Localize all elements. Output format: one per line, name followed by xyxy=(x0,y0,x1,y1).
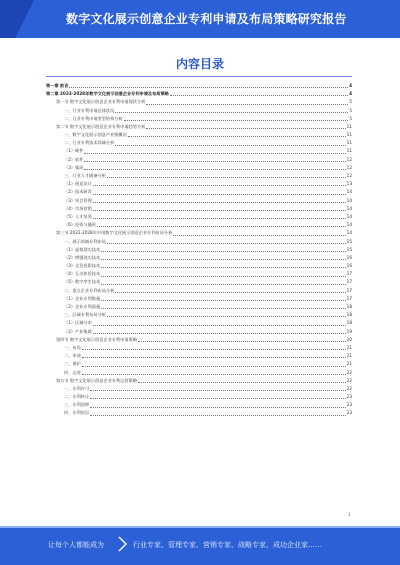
toc-leader-dots xyxy=(107,316,346,317)
toc-page-number: 5 xyxy=(349,99,352,105)
toc-entry-text: 第二章 2023-2028年数字文化展示创意企业专利申请及布局策略 xyxy=(46,91,169,97)
toc-leader-dots xyxy=(115,112,348,113)
toc-row[interactable] xyxy=(46,328,352,336)
toc-leader-dots xyxy=(101,267,345,268)
toc-leader-dots xyxy=(90,415,346,416)
toc-entry-text: （2）企业专利质量 xyxy=(64,304,101,310)
toc-entry-text: 三、区域专利布局分析 xyxy=(64,312,106,318)
toc-page-number: 11 xyxy=(346,140,352,146)
toc-leader-dots xyxy=(82,366,346,367)
toc-row[interactable] xyxy=(46,287,352,295)
toc-row[interactable] xyxy=(46,246,352,254)
toc-row[interactable] xyxy=(46,156,352,164)
report-title: 数字文化展示创意企业专利申请及布局策略研究报告 xyxy=(66,12,347,26)
toc-entry-text: 一、数字文化展示创意产业链概况 xyxy=(64,132,127,138)
toc-entry-text: 第二节 数字文化展示创意企业专利申请趋势分析 xyxy=(56,123,146,129)
toc-page-number: 21 xyxy=(346,353,352,359)
toc-leader-dots xyxy=(101,276,345,277)
toc-leader-dots xyxy=(93,325,346,326)
toc-entry-text: 第三节 2022-2028年中国数字文化展示创意企业专利布局分析 xyxy=(56,230,173,236)
toc-leader-dots xyxy=(138,341,346,342)
toc-entry-text: 第四节 数字文化展示创意企业专利申请策略 xyxy=(56,336,137,342)
toc-entry-text: 三、保护 xyxy=(64,361,81,367)
toc-leader-dots xyxy=(69,87,348,88)
toc-row[interactable] xyxy=(46,229,352,237)
toc-entry-text: 四、运营 xyxy=(64,369,81,375)
toc-leader-dots xyxy=(101,300,345,301)
toc-page-number: 20 xyxy=(346,336,352,342)
toc-entry-text: 二、申请 xyxy=(64,353,81,359)
toc-entry-text: 三、专利质押 xyxy=(64,402,90,408)
toc-page-number: 4 xyxy=(349,82,352,88)
toc-leader-dots xyxy=(93,210,346,211)
toc-entry-text: （6）投资与融资 xyxy=(64,222,96,228)
toc-page-number: 17 xyxy=(346,279,352,285)
toc-page-number: 11 xyxy=(346,132,352,138)
toc-row[interactable] xyxy=(46,401,352,409)
toc-row[interactable] xyxy=(46,139,352,147)
toc-entry-text: （3）集成 xyxy=(64,164,84,170)
toc-entry-text: 四、专利诉讼 xyxy=(64,410,90,416)
toc-page-number: 17 xyxy=(346,295,352,301)
toc-page-number: 23 xyxy=(346,394,352,400)
toc-page-number: 22 xyxy=(346,377,352,383)
toc-leader-dots xyxy=(107,243,346,244)
chevron-right-icon xyxy=(118,536,128,552)
toc-row[interactable] xyxy=(46,213,352,221)
toc-row[interactable] xyxy=(46,410,352,418)
toc-row[interactable] xyxy=(46,82,352,90)
toc-row[interactable] xyxy=(46,254,352,262)
toc-leader-dots xyxy=(173,235,345,236)
toc-row[interactable] xyxy=(46,107,352,115)
toc-row[interactable] xyxy=(46,311,352,319)
toc-page-number: 17 xyxy=(346,287,352,293)
toc-entry-text: 一、专利许可 xyxy=(64,385,90,391)
toc-leader-dots xyxy=(101,308,345,309)
toc-entry-text: 一、展示领域专利布局 xyxy=(64,238,106,244)
toc-leader-dots xyxy=(93,185,346,186)
toc-row[interactable] xyxy=(46,352,352,360)
toc-row[interactable] xyxy=(46,205,352,213)
header-bar xyxy=(0,0,400,38)
toc-entry-text: 二、专利转让 xyxy=(64,394,90,400)
toc-page-number: 22 xyxy=(346,385,352,391)
toc-leader-dots xyxy=(90,390,346,391)
toc-leader-dots xyxy=(115,292,345,293)
toc-page-number: 11 xyxy=(346,123,352,129)
toc-entry-text: 第五节 数字文化展示创意企业专利运营策略 xyxy=(56,377,137,383)
toc-entry-text: 二、行业专利申请类型结构分析 xyxy=(64,115,123,121)
toc-page-number: 14 xyxy=(346,222,352,228)
toc-page-number: 18 xyxy=(346,320,352,326)
toc-page-number: 11 xyxy=(346,148,352,154)
toc-page-number: 12 xyxy=(346,173,352,179)
toc-page-number: 22 xyxy=(346,369,352,375)
toc-page-number: 16 xyxy=(346,263,352,269)
toc-page-number: 23 xyxy=(346,402,352,408)
toc-leader-dots xyxy=(101,259,345,260)
toc-leader-dots xyxy=(101,284,345,285)
toc-page-number: 21 xyxy=(346,361,352,367)
toc-entry-text: （3）项目管理 xyxy=(64,197,92,203)
toc-row[interactable] xyxy=(46,360,352,368)
toc-row[interactable] xyxy=(46,115,352,123)
toc-entry-text: 二、重点企业专利布局分析 xyxy=(64,287,115,293)
toc-page-number: 18 xyxy=(346,304,352,310)
page-marker: 1 xyxy=(348,512,351,517)
toc-leader-dots xyxy=(107,177,346,178)
toc-row[interactable] xyxy=(46,131,352,139)
toc-leader-dots xyxy=(84,169,345,170)
toc-page-number: 14 xyxy=(346,189,352,195)
toc-row[interactable] xyxy=(46,164,352,172)
toc-leader-dots xyxy=(93,218,346,219)
toc-row[interactable] xyxy=(46,279,352,287)
toc-entry-text: （1）企业专利数量 xyxy=(64,295,101,301)
toc-page-number: 4 xyxy=(349,91,352,97)
table-of-contents xyxy=(46,82,352,418)
toc-entry-text: （5）人才培养 xyxy=(64,213,92,219)
toc-leader-dots xyxy=(84,153,345,154)
toc-entry-text: 一、布局 xyxy=(64,344,81,350)
toc-page-number: 12 xyxy=(346,164,352,170)
toc-leader-dots xyxy=(82,349,346,350)
toc-entry-text: 第一章 前言 xyxy=(46,82,69,88)
toc-row[interactable] xyxy=(46,295,352,303)
toc-entry-text: （2）产业集群 xyxy=(64,328,92,334)
toc-entry-text: （5）数字孪生技术 xyxy=(64,279,101,285)
toc-entry-text: （4）市场营销 xyxy=(64,205,92,211)
toc-leader-dots xyxy=(93,194,346,195)
toc-row[interactable] xyxy=(46,270,352,278)
toc-entry-text: 三、行业人才储备分析 xyxy=(64,173,106,179)
toc-page-number: 18 xyxy=(346,312,352,318)
toc-entry-text: （1）虚拟现实技术 xyxy=(64,246,101,252)
toc-page-number: 17 xyxy=(346,271,352,277)
toc-leader-dots xyxy=(138,382,346,383)
toc-leader-dots xyxy=(146,104,348,105)
toc-leader-dots xyxy=(115,145,345,146)
toc-entry-text: （2）技术研发 xyxy=(64,189,92,195)
toc-entry-text: 第一节 数字文化展示创意企业专利申请现状分析 xyxy=(56,99,146,105)
header-accent xyxy=(0,0,34,38)
toc-heading: 内容目录 xyxy=(175,57,224,71)
toc-leader-dots xyxy=(82,374,346,375)
toc-row[interactable] xyxy=(46,336,352,344)
toc-row[interactable] xyxy=(46,303,352,311)
toc-row[interactable] xyxy=(46,369,352,377)
footer-slogan-left: 让每个人都能成为 xyxy=(48,541,104,549)
toc-leader-dots xyxy=(93,333,346,334)
toc-row[interactable] xyxy=(46,172,352,180)
toc-page-number: 14 xyxy=(346,197,352,203)
toc-row[interactable] xyxy=(46,123,352,131)
toc-row[interactable] xyxy=(46,148,352,156)
toc-row[interactable] xyxy=(46,188,352,196)
toc-leader-dots xyxy=(101,251,345,252)
toc-page-number: 12 xyxy=(346,156,352,162)
toc-row[interactable] xyxy=(46,319,352,327)
toc-row[interactable] xyxy=(46,377,352,385)
toc-row[interactable] xyxy=(46,180,352,188)
footer-slogan-right: 行业专家、管理专家、营销专家、战略专家、成功企业家…… xyxy=(133,541,322,549)
toc-page-number: 14 xyxy=(346,213,352,219)
toc-entry-text: （1）创意设计 xyxy=(64,181,92,187)
toc-page-number: 5 xyxy=(349,107,352,113)
toc-leader-dots xyxy=(170,95,348,96)
toc-entry-text: （4）互动体验技术 xyxy=(64,271,101,277)
toc-row[interactable] xyxy=(46,221,352,229)
toc-leader-dots xyxy=(90,407,346,408)
toc-row[interactable] xyxy=(46,393,352,401)
toc-page-number: 14 xyxy=(346,230,352,236)
toc-row[interactable] xyxy=(46,90,352,98)
toc-leader-dots xyxy=(146,128,345,129)
toc-divider xyxy=(46,76,352,77)
toc-row[interactable] xyxy=(46,197,352,205)
toc-leader-dots xyxy=(93,202,346,203)
toc-entry-text: 二、行业专利技术领域分析 xyxy=(64,140,115,146)
footer-divider xyxy=(0,526,400,528)
toc-leader-dots xyxy=(90,398,346,399)
toc-page-number: 15 xyxy=(346,238,352,244)
toc-page-number: 21 xyxy=(346,344,352,350)
toc-page-number: 19 xyxy=(346,328,352,334)
toc-page-number: 13 xyxy=(346,181,352,187)
toc-page-number: 14 xyxy=(346,205,352,211)
toc-entry-text: 一、行业专利申请总体状况 xyxy=(64,107,115,113)
toc-entry-text: （1）硬件 xyxy=(64,148,84,154)
toc-entry-text: （3）全息投影技术 xyxy=(64,263,101,269)
toc-leader-dots xyxy=(97,226,346,227)
toc-page-number: 5 xyxy=(349,115,352,121)
toc-entry-text: （1）区域分布 xyxy=(64,320,92,326)
toc-leader-dots xyxy=(128,136,346,137)
toc-page-number: 16 xyxy=(346,254,352,260)
toc-row[interactable] xyxy=(46,385,352,393)
toc-row[interactable] xyxy=(46,238,352,246)
toc-leader-dots xyxy=(124,120,349,121)
toc-page-number: 15 xyxy=(346,246,352,252)
toc-entry-text: （2）软件 xyxy=(64,156,84,162)
toc-leader-dots xyxy=(84,161,345,162)
toc-page-number: 23 xyxy=(346,410,352,416)
toc-row[interactable] xyxy=(46,98,352,106)
toc-row[interactable] xyxy=(46,262,352,270)
toc-leader-dots xyxy=(82,357,346,358)
footer-bar xyxy=(0,526,400,565)
toc-entry-text: （2）增强现实技术 xyxy=(64,254,101,260)
toc-row[interactable] xyxy=(46,344,352,352)
